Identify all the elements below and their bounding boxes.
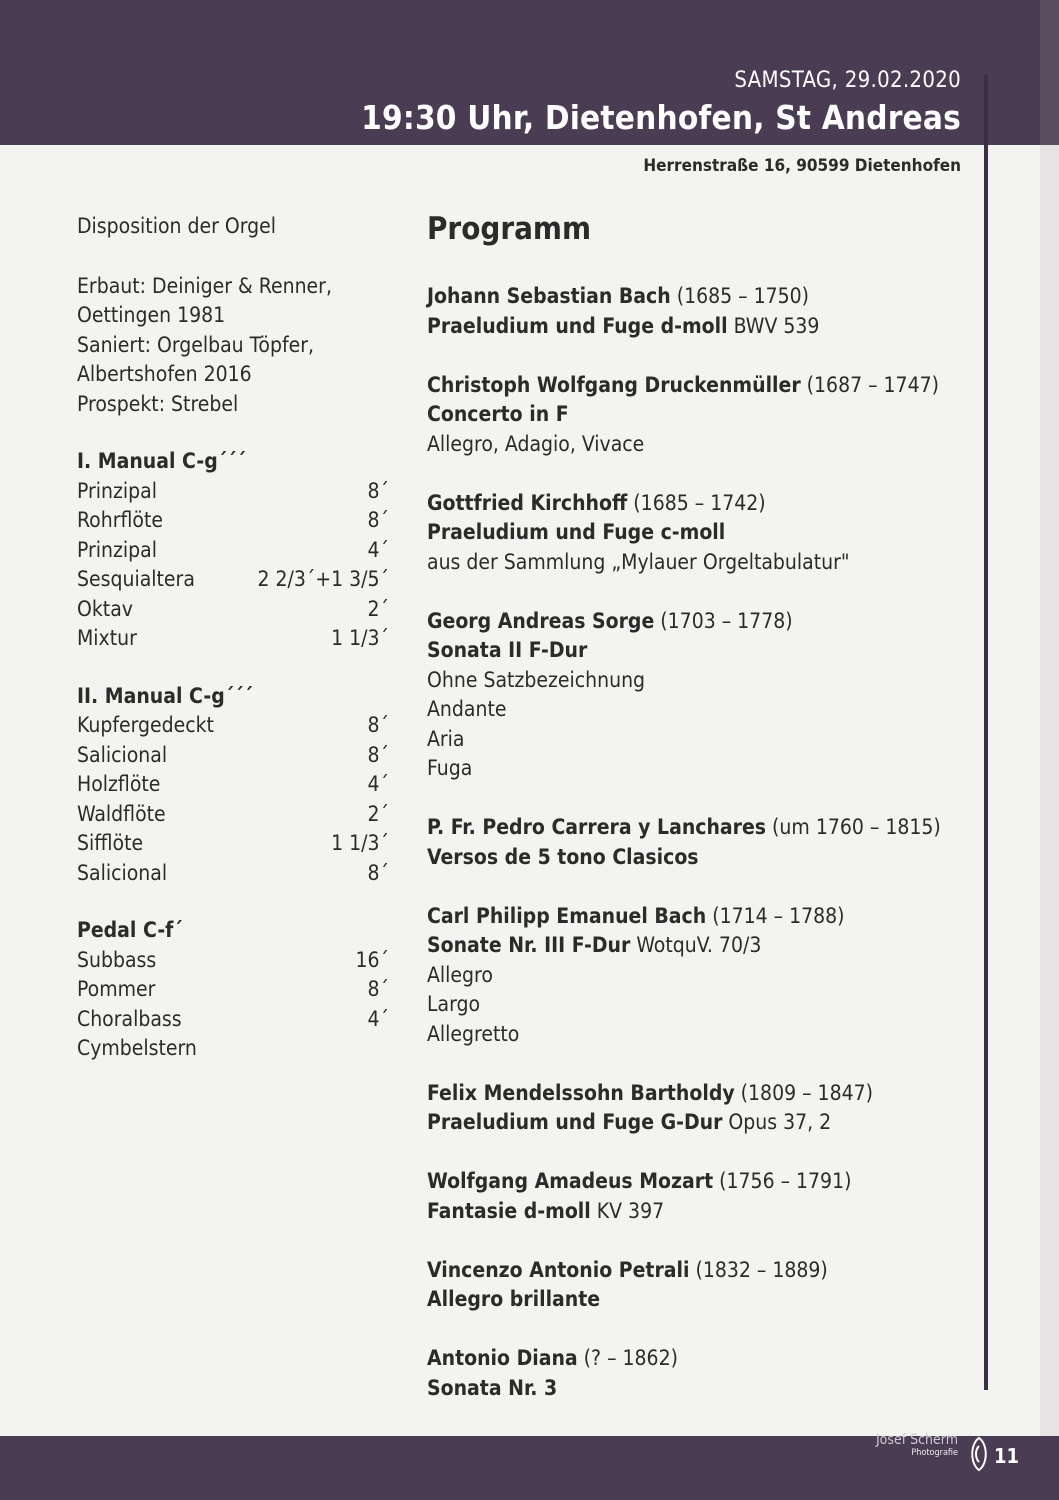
- register-name: Prinzipal: [77, 478, 158, 503]
- composer-name: Johann Sebastian Bach: [427, 284, 671, 308]
- composer-dates: (? – 1862): [577, 1346, 678, 1370]
- program-item: [427, 1079, 987, 1138]
- program: [427, 210, 987, 1433]
- work-title: Versos de 5 tono Clasicos: [427, 844, 699, 869]
- work-line: [427, 1374, 987, 1404]
- manual-section: [77, 916, 397, 1064]
- program-heading: Programm: [427, 211, 592, 247]
- register-name: Waldflöte: [77, 801, 166, 826]
- composer-dates: (1832 – 1889): [689, 1257, 828, 1282]
- register-row: [77, 800, 389, 830]
- register-row: [77, 477, 389, 507]
- composer-line: [427, 1344, 987, 1374]
- register-row: [77, 741, 389, 771]
- composer-line: [427, 902, 987, 932]
- work-line: [427, 518, 987, 548]
- credit-name: Josef Scherm: [875, 1432, 958, 1448]
- concert-date: SAMSTAG, 29.02.2020: [734, 68, 961, 93]
- register-size: 8´: [367, 508, 389, 532]
- composer-dates: (1756 – 1791): [713, 1169, 852, 1193]
- register-name: Subbass: [77, 947, 157, 972]
- work-title: Praeludium und Fuge G-Dur: [427, 1110, 723, 1134]
- register-row: [77, 975, 389, 1005]
- composer-line: [427, 371, 987, 401]
- composer-name: Antonio Diana: [427, 1346, 578, 1370]
- register-name: Salicional: [77, 860, 168, 885]
- manual-title: II. Manual C-g´´´: [77, 683, 254, 708]
- venue-address: Herrenstraße 16, 90599 Dietenhofen: [643, 156, 961, 176]
- composer-line: [427, 282, 987, 312]
- register-size: 8´: [367, 478, 389, 503]
- composer-dates: (1685 – 1750): [670, 284, 810, 308]
- composer-name: Georg Andreas Sorge: [427, 608, 655, 633]
- composer-dates: (1809 – 1847): [734, 1080, 873, 1105]
- photo-credit: [862, 1434, 958, 1460]
- movement: Allegro, Adagio, Vivace: [427, 431, 645, 456]
- program-item: [427, 371, 987, 460]
- program-list: [427, 282, 987, 1403]
- composer-line: [427, 1079, 987, 1109]
- register-size: 2 2/3´+1 3/5´: [257, 567, 389, 591]
- program-item: [427, 1344, 987, 1403]
- register-row: [77, 536, 389, 566]
- work-line: [427, 636, 987, 666]
- composer-name: Christoph Wolfgang Druckenmüller: [427, 372, 801, 397]
- register-row: [77, 624, 389, 654]
- register-size: 4´: [367, 1006, 389, 1031]
- credit-sub: Photografie: [911, 1448, 958, 1458]
- program-item: [427, 1167, 987, 1226]
- register-name: Salicional: [77, 742, 168, 767]
- work-title: Praeludium und Fuge c-moll: [427, 520, 726, 544]
- concert-title: 19:30 Uhr, Dietenhofen, St Andreas: [361, 98, 961, 137]
- work-title: Sonate Nr. III F-Dur: [427, 933, 631, 957]
- register-size: 8´: [367, 713, 389, 737]
- right-page-edge-top: [1040, 0, 1059, 145]
- register-row: [77, 859, 389, 889]
- register-name: Choralbass: [77, 1006, 182, 1031]
- manual-title: I. Manual C-g´´´: [77, 449, 247, 473]
- manual-title: Pedal C-f´: [77, 918, 183, 942]
- program-item: [427, 1256, 987, 1315]
- work-title: Concerto in F: [427, 402, 569, 426]
- register-size: 4´: [367, 772, 389, 796]
- manual-section: [77, 447, 397, 654]
- work-title: Sonata II F-Dur: [427, 638, 588, 662]
- register-name: Sifflöte: [77, 831, 144, 855]
- movement: Fuga: [427, 756, 473, 780]
- movement: Largo: [427, 992, 481, 1016]
- register-size: 8´: [367, 742, 389, 767]
- movement: Aria: [427, 726, 465, 751]
- register-name: Pommer: [77, 977, 156, 1001]
- work-catalog: WotquV. 70/3: [630, 933, 762, 957]
- register-row: [77, 506, 389, 536]
- composer-name: Felix Mendelssohn Bartholdy: [427, 1080, 735, 1105]
- composer-name: Gottfried Kirchhoff: [427, 490, 628, 515]
- program-item: [427, 607, 987, 784]
- composer-name: Vincenzo Antonio Petrali: [427, 1257, 690, 1282]
- composer-dates: (1714 – 1788): [706, 903, 845, 928]
- work-title: Allegro brillante: [427, 1287, 601, 1311]
- organ-info-line: Prospekt: Strebel: [77, 391, 239, 416]
- program-item: [427, 282, 987, 341]
- register-row: [77, 1034, 389, 1064]
- register-name: Kupfergedeckt: [77, 713, 214, 737]
- register-size: 1 1/3´: [331, 831, 389, 855]
- work-line: [427, 400, 987, 430]
- work-line: [427, 931, 987, 961]
- composer-dates: (1685 – 1742): [627, 490, 766, 515]
- movement: Allegro: [427, 962, 493, 987]
- composer-line: [427, 813, 987, 843]
- register-name: Sesquialtera: [77, 567, 195, 591]
- work-title: Sonata Nr. 3: [427, 1375, 558, 1400]
- organ-info-line: Albertshofen 2016: [77, 362, 252, 386]
- register-name: Oktav: [77, 596, 133, 621]
- movement: Allegretto: [427, 1021, 520, 1046]
- composer-dates: (1703 – 1778): [654, 608, 793, 633]
- work-line: [427, 843, 987, 873]
- work-title: Praeludium und Fuge d-moll: [427, 313, 728, 338]
- program-item: [427, 902, 987, 1050]
- composer-name: Carl Philipp Emanuel Bach: [427, 903, 707, 928]
- register-row: [77, 829, 389, 859]
- register-row: [77, 711, 389, 741]
- work-title: Fantasie d-moll: [427, 1198, 591, 1223]
- register-row: [77, 595, 389, 625]
- register-name: Mixtur: [77, 626, 137, 650]
- program-item: [427, 489, 987, 578]
- organ-info-line: Erbaut: Deiniger & Renner,: [77, 273, 332, 298]
- organ-info-line: Oettingen 1981: [77, 303, 226, 327]
- composer-line: [427, 607, 987, 637]
- organ-disposition: [77, 212, 397, 1064]
- work-catalog: KV 397: [590, 1198, 665, 1223]
- register-name: Holzflöte: [77, 772, 161, 796]
- register-row: [77, 565, 389, 595]
- register-row: [77, 770, 389, 800]
- work-line: [427, 1285, 987, 1315]
- work-line: [427, 1108, 987, 1138]
- right-page-edge: [1040, 0, 1059, 1500]
- disposition-heading: Disposition der Orgel: [77, 214, 276, 238]
- composer-name: Wolfgang Amadeus Mozart: [427, 1169, 714, 1193]
- program-item: [427, 813, 987, 872]
- organ-info-line: Saniert: Orgelbau Töpfer,: [77, 332, 315, 357]
- movement: Ohne Satzbezeichnung: [427, 667, 646, 692]
- manual-sections: [77, 447, 397, 1064]
- composer-line: [427, 489, 987, 519]
- register-size: 2´: [367, 801, 389, 826]
- register-row: [77, 946, 389, 976]
- manual-section: [77, 682, 397, 889]
- register-name: Cymbelstern: [77, 1036, 197, 1060]
- register-row: [77, 1005, 389, 1035]
- composer-line: [427, 1167, 987, 1197]
- register-name: Prinzipal: [77, 537, 158, 562]
- page-number: 11: [994, 1444, 1020, 1468]
- work-line: [427, 1197, 987, 1227]
- register-size: 1 1/3´: [331, 626, 389, 650]
- composer-line: [427, 1256, 987, 1286]
- composer-name: P. Fr. Pedro Carrera y Lanchares: [427, 815, 767, 839]
- register-size: 8´: [367, 860, 389, 885]
- photographer-logo-icon: [966, 1434, 992, 1474]
- register-size: 4´: [367, 537, 389, 562]
- register-size: 8´: [367, 977, 389, 1001]
- work-catalog: BWV 539: [727, 313, 820, 338]
- work-catalog: Opus 37, 2: [722, 1110, 832, 1134]
- composer-dates: (um 1760 – 1815): [766, 815, 941, 839]
- work-line: [427, 312, 987, 342]
- register-size: 2´: [367, 596, 389, 621]
- register-name: Rohrflöte: [77, 508, 163, 532]
- register-size: 16´: [355, 947, 389, 972]
- organ-info: [77, 272, 397, 420]
- movement: aus der Sammlung „Mylauer Orgeltabulatur": [427, 549, 850, 574]
- composer-dates: (1687 – 1747): [800, 372, 939, 397]
- movement: Andante: [427, 697, 507, 721]
